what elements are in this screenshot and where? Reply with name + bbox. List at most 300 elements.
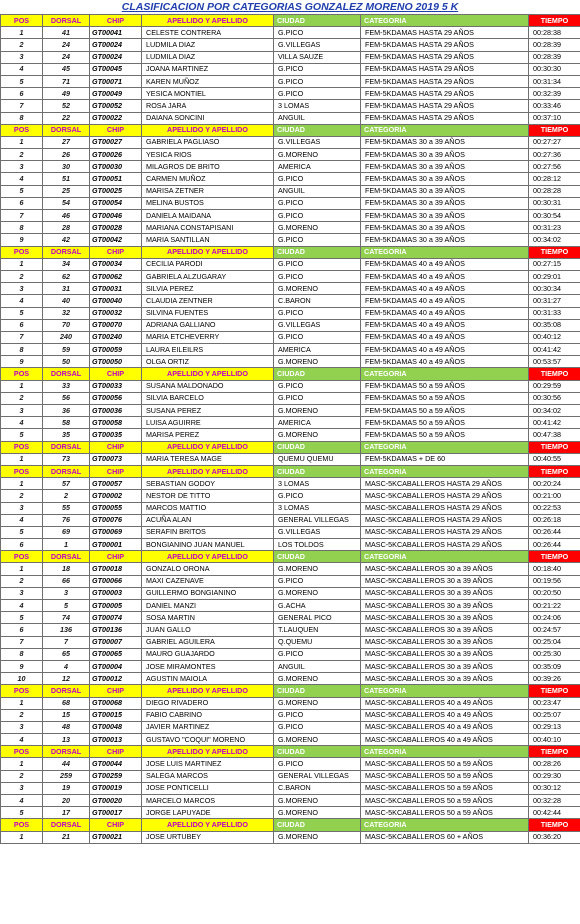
category-cell: FEM-5KDAMAS HASTA 29 AÑOS [361, 63, 529, 75]
chip-cell: GT00052 [90, 100, 142, 112]
position-cell: 6 [1, 197, 43, 209]
header-category: CATEGORIA [361, 124, 529, 136]
time-cell: 00:30:30 [529, 63, 580, 75]
header-dorsal: DORSAL [43, 368, 90, 380]
city-cell: G.PICO [274, 210, 361, 222]
header-category: CATEGORIA [361, 819, 529, 831]
dorsal-cell: 49 [43, 88, 90, 100]
position-cell: 1 [1, 478, 43, 490]
name-cell: AGUSTIN MAIOLA [142, 673, 274, 685]
table-row [1, 624, 580, 636]
table-row [1, 88, 580, 100]
dorsal-cell: 1 [43, 539, 90, 551]
dorsal-cell: 3 [43, 587, 90, 599]
city-cell: G.MORENO [274, 429, 361, 441]
table-row [1, 27, 580, 39]
time-cell: 00:31:23 [529, 222, 580, 234]
position-cell: 3 [1, 782, 43, 794]
dorsal-cell: 59 [43, 344, 90, 356]
header-name: APELLIDO Y APELLIDO [142, 746, 274, 758]
header-name: APELLIDO Y APELLIDO [142, 465, 274, 477]
header-name: APELLIDO Y APELLIDO [142, 124, 274, 136]
header-city: CIUDAD [274, 441, 361, 453]
chip-cell: GT00007 [90, 636, 142, 648]
category-cell: MASC-5KCABALLEROS 60 + AÑOS [361, 831, 529, 843]
chip-cell: GT00041 [90, 27, 142, 39]
header-city: CIUDAD [274, 551, 361, 563]
chip-cell: GT00032 [90, 307, 142, 319]
dorsal-cell: 21 [43, 831, 90, 843]
city-cell: G.MORENO [274, 563, 361, 575]
time-cell: 00:35:08 [529, 319, 580, 331]
table-row [1, 660, 580, 672]
header-time: TIEMPO [529, 246, 580, 258]
chip-cell: GT00022 [90, 112, 142, 124]
city-cell: G.PICO [274, 721, 361, 733]
city-cell: G.MORENO [274, 587, 361, 599]
dorsal-cell: 46 [43, 210, 90, 222]
table-row [1, 222, 580, 234]
time-cell: 00:28:26 [529, 758, 580, 770]
position-cell: 1 [1, 27, 43, 39]
name-cell: JOSE URTUBEY [142, 831, 274, 843]
position-cell: 5 [1, 612, 43, 624]
table-row [1, 307, 580, 319]
name-cell: MARIA ETCHEVERRY [142, 331, 274, 343]
category-header-row [1, 441, 580, 453]
time-cell: 00:29:30 [529, 770, 580, 782]
time-cell: 00:20:50 [529, 587, 580, 599]
chip-cell: GT00059 [90, 344, 142, 356]
table-row [1, 770, 580, 782]
table-row [1, 210, 580, 222]
city-cell: GENERAL VILLEGAS [274, 770, 361, 782]
position-cell: 9 [1, 234, 43, 246]
time-cell: 00:23:47 [529, 697, 580, 709]
table-row [1, 319, 580, 331]
chip-cell: GT00055 [90, 502, 142, 514]
position-cell: 2 [1, 392, 43, 404]
city-cell: G.PICO [274, 197, 361, 209]
time-cell: 00:31:27 [529, 295, 580, 307]
category-header-row [1, 465, 580, 477]
header-dorsal: DORSAL [43, 124, 90, 136]
city-cell: 3 LOMAS [274, 502, 361, 514]
position-cell: 8 [1, 344, 43, 356]
chip-cell: GT00004 [90, 660, 142, 672]
dorsal-cell: 68 [43, 697, 90, 709]
name-cell: SERAFIN BRITOS [142, 526, 274, 538]
dorsal-cell: 32 [43, 307, 90, 319]
time-cell: 00:22:53 [529, 502, 580, 514]
header-name: APELLIDO Y APELLIDO [142, 551, 274, 563]
dorsal-cell: 5 [43, 600, 90, 612]
header-time: TIEMPO [529, 124, 580, 136]
time-cell: 00:27:15 [529, 258, 580, 270]
category-cell: FEM-5KDAMAS 40 a 49 AÑOS [361, 295, 529, 307]
time-cell: 00:33:46 [529, 100, 580, 112]
position-cell: 3 [1, 405, 43, 417]
position-cell: 1 [1, 380, 43, 392]
name-cell: LAURA EILEILRS [142, 344, 274, 356]
position-cell: 7 [1, 331, 43, 343]
chip-cell: GT00074 [90, 612, 142, 624]
results-body [1, 15, 580, 844]
chip-cell: GT00068 [90, 697, 142, 709]
city-cell: G.MORENO [274, 807, 361, 819]
category-cell: FEM-5KDAMAS HASTA 29 AÑOS [361, 39, 529, 51]
table-row [1, 453, 580, 465]
city-cell: G.PICO [274, 63, 361, 75]
time-cell: 00:26:44 [529, 539, 580, 551]
chip-cell: GT00015 [90, 709, 142, 721]
city-cell: ANGUIL [274, 185, 361, 197]
name-cell: JOSE PONTICELLI [142, 782, 274, 794]
position-cell: 8 [1, 222, 43, 234]
category-cell: MASC-5KCABALLEROS 30 a 39 AÑOS [361, 624, 529, 636]
time-cell: 00:30:34 [529, 283, 580, 295]
name-cell: MAXI CAZENAVE [142, 575, 274, 587]
name-cell: SOSA MARTIN [142, 612, 274, 624]
header-time: TIEMPO [529, 819, 580, 831]
chip-cell: GT00044 [90, 758, 142, 770]
table-row [1, 563, 580, 575]
time-cell: 00:24:06 [529, 612, 580, 624]
city-cell: G.MORENO [274, 283, 361, 295]
dorsal-cell: 24 [43, 39, 90, 51]
position-cell: 5 [1, 807, 43, 819]
category-cell: FEM-5KDAMAS 30 a 39 AÑOS [361, 222, 529, 234]
chip-cell: GT00136 [90, 624, 142, 636]
position-cell: 3 [1, 161, 43, 173]
header-category: CATEGORIA [361, 246, 529, 258]
time-cell: 00:30:31 [529, 197, 580, 209]
table-row [1, 600, 580, 612]
dorsal-cell: 24 [43, 51, 90, 63]
city-cell: AMERICA [274, 161, 361, 173]
position-cell: 5 [1, 429, 43, 441]
name-cell: CLAUDIA ZENTNER [142, 295, 274, 307]
category-cell: FEM-5KDAMAS HASTA 29 AÑOS [361, 112, 529, 124]
city-cell: AMERICA [274, 344, 361, 356]
position-cell: 3 [1, 283, 43, 295]
dorsal-cell: 7 [43, 636, 90, 648]
chip-cell: GT00033 [90, 380, 142, 392]
time-cell: 00:28:12 [529, 173, 580, 185]
position-cell: 2 [1, 149, 43, 161]
header-time: TIEMPO [529, 15, 580, 27]
chip-cell: GT00056 [90, 392, 142, 404]
name-cell: ADRIANA GALLIANO [142, 319, 274, 331]
category-header-row [1, 746, 580, 758]
header-city: CIUDAD [274, 746, 361, 758]
dorsal-cell: 15 [43, 709, 90, 721]
chip-cell: GT00031 [90, 283, 142, 295]
table-row [1, 283, 580, 295]
category-cell: FEM-5KDAMAS 30 a 39 AÑOS [361, 197, 529, 209]
table-row [1, 380, 580, 392]
position-cell: 5 [1, 526, 43, 538]
chip-cell: GT00073 [90, 453, 142, 465]
position-cell: 8 [1, 112, 43, 124]
position-cell: 2 [1, 39, 43, 51]
city-cell: G.MORENO [274, 405, 361, 417]
city-cell: G.PICO [274, 75, 361, 87]
table-row [1, 63, 580, 75]
header-chip: CHIP [90, 685, 142, 697]
table-row [1, 587, 580, 599]
header-pos: POS [1, 368, 43, 380]
dorsal-cell: 22 [43, 112, 90, 124]
table-row [1, 136, 580, 148]
chip-cell: GT00051 [90, 173, 142, 185]
name-cell: YESICA MONTIEL [142, 88, 274, 100]
dorsal-cell: 40 [43, 295, 90, 307]
header-dorsal: DORSAL [43, 465, 90, 477]
table-row [1, 197, 580, 209]
chip-cell: GT00058 [90, 417, 142, 429]
position-cell: 4 [1, 734, 43, 746]
category-cell: MASC-5KCABALLEROS 40 a 49 AÑOS [361, 734, 529, 746]
time-cell: 00:26:18 [529, 514, 580, 526]
time-cell: 00:29:59 [529, 380, 580, 392]
position-cell: 4 [1, 514, 43, 526]
category-cell: FEM-5KDAMAS HASTA 29 AÑOS [361, 88, 529, 100]
dorsal-cell: 54 [43, 197, 90, 209]
chip-cell: GT00054 [90, 197, 142, 209]
table-row [1, 331, 580, 343]
table-row [1, 405, 580, 417]
city-cell: G.MORENO [274, 795, 361, 807]
category-cell: MASC-5KCABALLEROS 30 a 39 AÑOS [361, 648, 529, 660]
position-cell: 3 [1, 587, 43, 599]
dorsal-cell: 74 [43, 612, 90, 624]
name-cell: NESTOR DE TITTO [142, 490, 274, 502]
position-cell: 9 [1, 356, 43, 368]
dorsal-cell: 12 [43, 673, 90, 685]
chip-cell: GT00035 [90, 429, 142, 441]
name-cell: MILAGROS DE BRITO [142, 161, 274, 173]
category-cell: MASC-5KCABALLEROS HASTA 29 AÑOS [361, 502, 529, 514]
name-cell: BONGIANINO JUAN MANUEL [142, 539, 274, 551]
position-cell: 3 [1, 51, 43, 63]
chip-cell: GT00024 [90, 39, 142, 51]
table-row [1, 636, 580, 648]
category-cell: FEM-5KDAMAS 30 a 39 AÑOS [361, 210, 529, 222]
header-category: CATEGORIA [361, 551, 529, 563]
city-cell: G.MORENO [274, 734, 361, 746]
time-cell: 00:24:57 [529, 624, 580, 636]
category-cell: MASC-5KCABALLEROS 30 a 39 AÑOS [361, 660, 529, 672]
header-name: APELLIDO Y APELLIDO [142, 246, 274, 258]
header-category: CATEGORIA [361, 15, 529, 27]
chip-cell: GT00065 [90, 648, 142, 660]
table-row [1, 295, 580, 307]
city-cell: G.MORENO [274, 697, 361, 709]
dorsal-cell: 50 [43, 356, 90, 368]
category-cell: MASC-5KCABALLEROS HASTA 29 AÑOS [361, 490, 529, 502]
name-cell: MARCOS MATTIO [142, 502, 274, 514]
name-cell: MARCELO MARCOS [142, 795, 274, 807]
category-cell: FEM-5KDAMAS 40 a 49 AÑOS [361, 356, 529, 368]
dorsal-cell: 73 [43, 453, 90, 465]
header-city: CIUDAD [274, 685, 361, 697]
time-cell: 00:40:10 [529, 734, 580, 746]
dorsal-cell: 36 [43, 405, 90, 417]
category-cell: FEM-5KDAMAS 40 a 49 AÑOS [361, 319, 529, 331]
dorsal-cell: 33 [43, 380, 90, 392]
dorsal-cell: 31 [43, 283, 90, 295]
header-chip: CHIP [90, 368, 142, 380]
dorsal-cell: 28 [43, 222, 90, 234]
city-cell: G.VILLEGAS [274, 39, 361, 51]
header-pos: POS [1, 246, 43, 258]
table-row [1, 161, 580, 173]
name-cell: JOSE MIRAMONTES [142, 660, 274, 672]
city-cell: G.MORENO [274, 222, 361, 234]
table-row [1, 782, 580, 794]
dorsal-cell: 18 [43, 563, 90, 575]
dorsal-cell: 25 [43, 185, 90, 197]
header-time: TIEMPO [529, 465, 580, 477]
header-dorsal: DORSAL [43, 246, 90, 258]
position-cell: 4 [1, 600, 43, 612]
time-cell: 00:28:39 [529, 51, 580, 63]
city-cell: G.MORENO [274, 149, 361, 161]
header-chip: CHIP [90, 15, 142, 27]
time-cell: 00:30:54 [529, 210, 580, 222]
header-pos: POS [1, 685, 43, 697]
table-row [1, 112, 580, 124]
position-cell: 10 [1, 673, 43, 685]
dorsal-cell: 76 [43, 514, 90, 526]
chip-cell: GT00066 [90, 575, 142, 587]
position-cell: 9 [1, 660, 43, 672]
city-cell: G.PICO [274, 392, 361, 404]
header-chip: CHIP [90, 246, 142, 258]
category-header-row [1, 246, 580, 258]
name-cell: ROSA JARA [142, 100, 274, 112]
position-cell: 2 [1, 490, 43, 502]
name-cell: DAIANA SONCINI [142, 112, 274, 124]
category-cell: MASC-5KCABALLEROS 50 a 59 AÑOS [361, 795, 529, 807]
time-cell: 00:21:00 [529, 490, 580, 502]
chip-cell: GT00001 [90, 539, 142, 551]
time-cell: 00:35:09 [529, 660, 580, 672]
category-cell: FEM-5KDAMAS 40 a 49 AÑOS [361, 283, 529, 295]
category-cell: FEM-5KDAMAS 50 a 59 AÑOS [361, 380, 529, 392]
header-dorsal: DORSAL [43, 551, 90, 563]
position-cell: 4 [1, 173, 43, 185]
position-cell: 5 [1, 75, 43, 87]
header-name: APELLIDO Y APELLIDO [142, 685, 274, 697]
category-cell: MASC-5KCABALLEROS HASTA 29 AÑOS [361, 526, 529, 538]
category-cell: FEM-5KDAMAS + DE 60 [361, 453, 529, 465]
chip-cell: GT00027 [90, 136, 142, 148]
table-row [1, 173, 580, 185]
city-cell: 3 LOMAS [274, 100, 361, 112]
header-dorsal: DORSAL [43, 441, 90, 453]
time-cell: 00:20:24 [529, 478, 580, 490]
position-cell: 2 [1, 770, 43, 782]
city-cell: G.PICO [274, 270, 361, 282]
city-cell: G.PICO [274, 258, 361, 270]
dorsal-cell: 42 [43, 234, 90, 246]
chip-cell: GT00002 [90, 490, 142, 502]
category-cell: MASC-5KCABALLEROS 30 a 39 AÑOS [361, 575, 529, 587]
position-cell: 3 [1, 502, 43, 514]
time-cell: 00:30:12 [529, 782, 580, 794]
city-cell: G.PICO [274, 490, 361, 502]
dorsal-cell: 51 [43, 173, 90, 185]
time-cell: 00:25:30 [529, 648, 580, 660]
header-dorsal: DORSAL [43, 746, 90, 758]
name-cell: GUILLERMO BONGIANINO [142, 587, 274, 599]
header-time: TIEMPO [529, 685, 580, 697]
table-row [1, 356, 580, 368]
city-cell: LOS TOLDOS [274, 539, 361, 551]
chip-cell: GT00046 [90, 210, 142, 222]
table-row [1, 75, 580, 87]
table-row [1, 721, 580, 733]
city-cell: VILLA SAUZE [274, 51, 361, 63]
chip-cell: GT00036 [90, 405, 142, 417]
dorsal-cell: 66 [43, 575, 90, 587]
table-row [1, 539, 580, 551]
category-cell: FEM-5KDAMAS 40 a 49 AÑOS [361, 344, 529, 356]
chip-cell: GT00071 [90, 75, 142, 87]
position-cell: 2 [1, 709, 43, 721]
city-cell: G.VILLEGAS [274, 526, 361, 538]
table-row [1, 185, 580, 197]
city-cell: GENERAL PICO [274, 612, 361, 624]
category-cell: FEM-5KDAMAS 40 a 49 AÑOS [361, 331, 529, 343]
results-table [0, 14, 580, 844]
time-cell: 00:36:20 [529, 831, 580, 843]
header-pos: POS [1, 441, 43, 453]
table-row [1, 258, 580, 270]
name-cell: JUAN GALLO [142, 624, 274, 636]
header-pos: POS [1, 819, 43, 831]
chip-cell: GT00062 [90, 270, 142, 282]
time-cell: 00:40:12 [529, 331, 580, 343]
table-row [1, 234, 580, 246]
table-row [1, 100, 580, 112]
category-cell: MASC-5KCABALLEROS 50 a 59 AÑOS [361, 758, 529, 770]
dorsal-cell: 56 [43, 392, 90, 404]
chip-cell: GT00017 [90, 807, 142, 819]
header-city: CIUDAD [274, 246, 361, 258]
table-row [1, 502, 580, 514]
position-cell: 6 [1, 88, 43, 100]
table-row [1, 807, 580, 819]
category-cell: FEM-5KDAMAS 50 a 59 AÑOS [361, 405, 529, 417]
dorsal-cell: 57 [43, 478, 90, 490]
time-cell: 00:29:13 [529, 721, 580, 733]
category-cell: FEM-5KDAMAS 50 a 59 AÑOS [361, 392, 529, 404]
time-cell: 00:27:27 [529, 136, 580, 148]
city-cell: ANGUIL [274, 660, 361, 672]
city-cell: G.PICO [274, 331, 361, 343]
header-pos: POS [1, 746, 43, 758]
dorsal-cell: 2 [43, 490, 90, 502]
city-cell: G.VILLEGAS [274, 319, 361, 331]
name-cell: SILVINA FUENTES [142, 307, 274, 319]
name-cell: CELESTE CONTRERA [142, 27, 274, 39]
category-cell: FEM-5KDAMAS HASTA 29 AÑOS [361, 27, 529, 39]
category-cell: MASC-5KCABALLEROS 30 a 39 AÑOS [361, 587, 529, 599]
city-cell: Q.QUEMU [274, 636, 361, 648]
